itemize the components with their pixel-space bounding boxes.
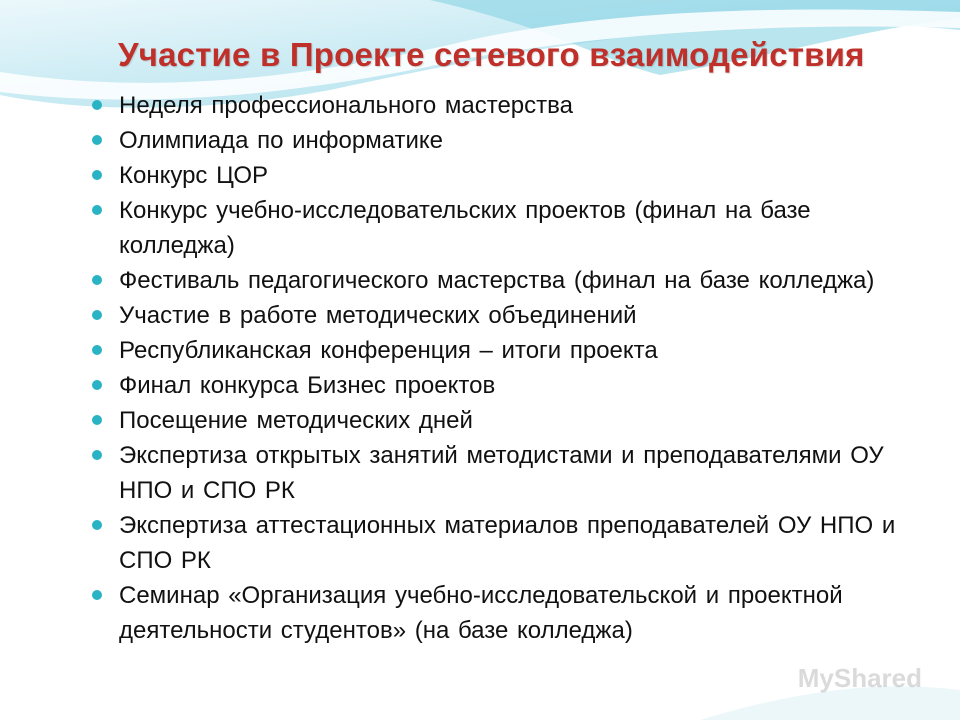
bullet-icon — [92, 345, 102, 355]
list-item-text: Семинар «Организация учебно-исследовательской и проектной деятельности студентов» (на базе колледжа) — [119, 582, 843, 644]
bullet-icon — [92, 380, 102, 390]
list-item — [92, 88, 912, 123]
list-item-text: Посещение методических дней — [119, 407, 473, 434]
list-item — [92, 193, 912, 263]
bullet-list — [92, 88, 912, 648]
list-item-text: Неделя профессионального мастерства — [119, 92, 573, 119]
list-item-text: Конкурс ЦОР — [119, 162, 268, 189]
list-item-text: Республиканская конференция – итоги проекта — [119, 337, 658, 364]
bullet-icon — [92, 520, 102, 530]
list-item-text: Фестиваль педагогического мастерства (финал на базе колледжа) — [119, 267, 875, 294]
list-item — [92, 263, 912, 298]
list-item — [92, 333, 912, 368]
list-item-text: Конкурс учебно-исследовательских проектов (финал на базе колледжа) — [119, 197, 811, 259]
list-item — [92, 578, 912, 648]
list-item — [92, 298, 912, 333]
list-item-text: Экспертиза аттестационных материалов преподавателей ОУ НПО и СПО РК — [119, 512, 896, 574]
bullet-icon — [92, 135, 102, 145]
bullet-icon — [92, 310, 102, 320]
list-item — [92, 158, 912, 193]
bullet-icon — [92, 205, 102, 215]
list-item — [92, 403, 912, 438]
bullet-icon — [92, 415, 102, 425]
list-item — [92, 368, 912, 403]
list-item — [92, 438, 912, 508]
bullet-icon — [92, 170, 102, 180]
list-item-text: Финал конкурса Бизнес проектов — [119, 372, 496, 399]
list-item — [92, 123, 912, 158]
watermark-logo: MyShared — [797, 663, 922, 693]
list-item-text: Олимпиада по информатике — [119, 127, 444, 154]
list-item-text: Экспертиза открытых занятий методистами и преподавателями ОУ НПО и СПО РК — [119, 442, 884, 504]
bullet-icon — [92, 450, 102, 460]
list-item — [92, 508, 912, 578]
bullet-icon — [92, 275, 102, 285]
bullet-icon — [92, 100, 102, 110]
list-item-text: Участие в работе методических объединений — [119, 302, 637, 329]
bullet-icon — [92, 590, 102, 600]
slide-title: Участие в Проекте сетевого взаимодействия — [118, 36, 865, 73]
